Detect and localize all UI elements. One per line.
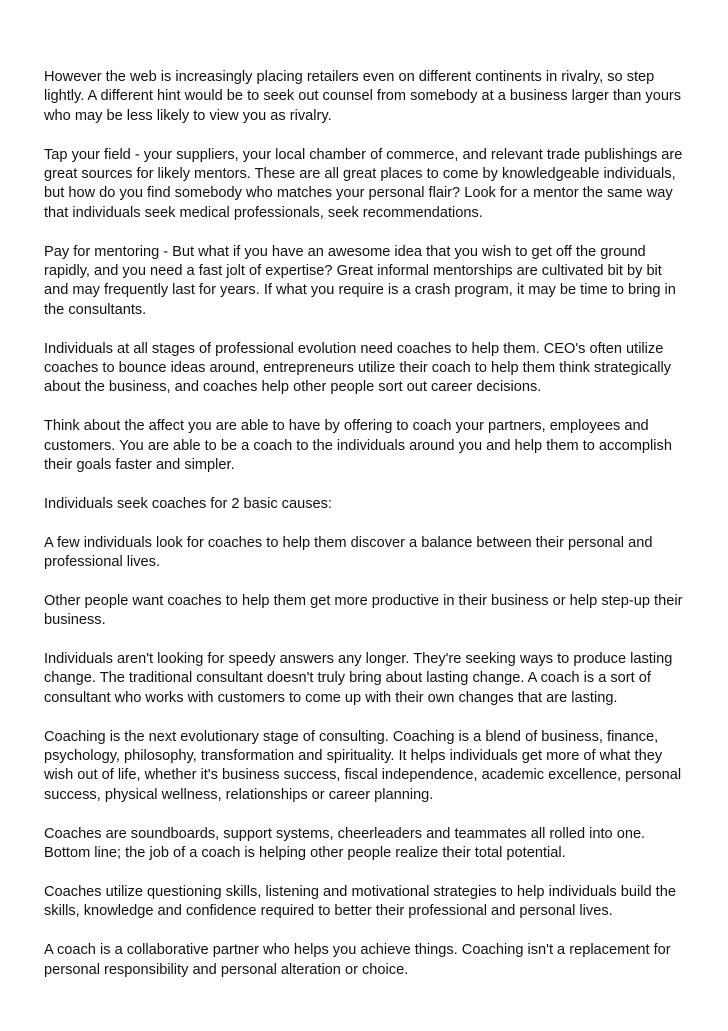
- paragraph-9: Individuals aren't looking for speedy answers any longer. They're seeking ways to produce lasting change. The traditional consultant doesn't truly bring about lasting change. A coach is a sort of consultant who works with customers to come up with their own changes that are lasting.: [44, 651, 673, 706]
- paragraph-7: A few individuals look for coaches to help them discover a balance between their personal and professional lives.: [44, 534, 653, 571]
- paragraph-2: Tap your field - your suppliers, your local chamber of commerce, and relevant trade publishings are great sources for likely mentors. These are all great places to come by knowledgeable individuals, but how do you find somebody who matches your personal flair? Look for a mentor the same way that individuals seek medical professionals, seek recommendations.: [44, 146, 683, 221]
- paragraph-4: Individuals at all stages of professional evolution need coaches to help them. CEO's often utilize coaches to bounce ideas around, entrepreneurs utilize their coach to help them think strategically about the business, and coaches help other people sort out career decisions.: [44, 340, 672, 396]
- paragraph-3: Pay for mentoring - But what if you have an awesome idea that you wish to get off the ground rapidly, and you need a fast jolt of expertise? Great informal mentorships are cultivated bit by bit and may frequently last for years. If what you require is a crash program, it may be time to bring in the consultants.: [44, 243, 676, 318]
- paragraph-12: Coaches utilize questioning skills, listening and motivational strategies to help individuals build the skills, knowledge and confidence required to better their professional and personal lives.: [44, 883, 676, 920]
- paragraph-6: Individuals seek coaches for 2 basic causes:: [44, 495, 332, 512]
- paragraph-8: Other people want coaches to help them get more productive in their business or help step-up their business.: [44, 592, 683, 629]
- paragraph-13: A coach is a collaborative partner who helps you achieve things. Coaching isn't a replacement for personal responsibility and personal alteration or choice.: [44, 942, 671, 978]
- paragraph-10: Coaching is the next evolutionary stage of consulting. Coaching is a blend of business, finance, psychology, philosophy, transformation and spirituality. It helps individuals get more of what they wish out of life, whether it's business success, fiscal independence, academic excellence, personal success, physical wellness, relationships or career planning.: [44, 728, 682, 803]
- paragraph-1: However the web is increasingly placing retailers even on different continents in rivalry, so step lightly. A different hint would be to seek out counsel from somebody at a business larger than yours who may be less likely to view you as rivalry.: [44, 69, 682, 124]
- paragraph-11: Coaches are soundboards, support systems, cheerleaders and teammates all rolled into one. Bottom line; the job of a coach is helping other people realize their total potential.: [44, 825, 646, 862]
- document-page: [44, 68, 686, 980]
- paragraph-5: Think about the affect you are able to have by offering to coach your partners, employees and customers. You are able to be a coach to the individuals around you and help them to accomplish their goals faster and simpler.: [44, 418, 672, 474]
